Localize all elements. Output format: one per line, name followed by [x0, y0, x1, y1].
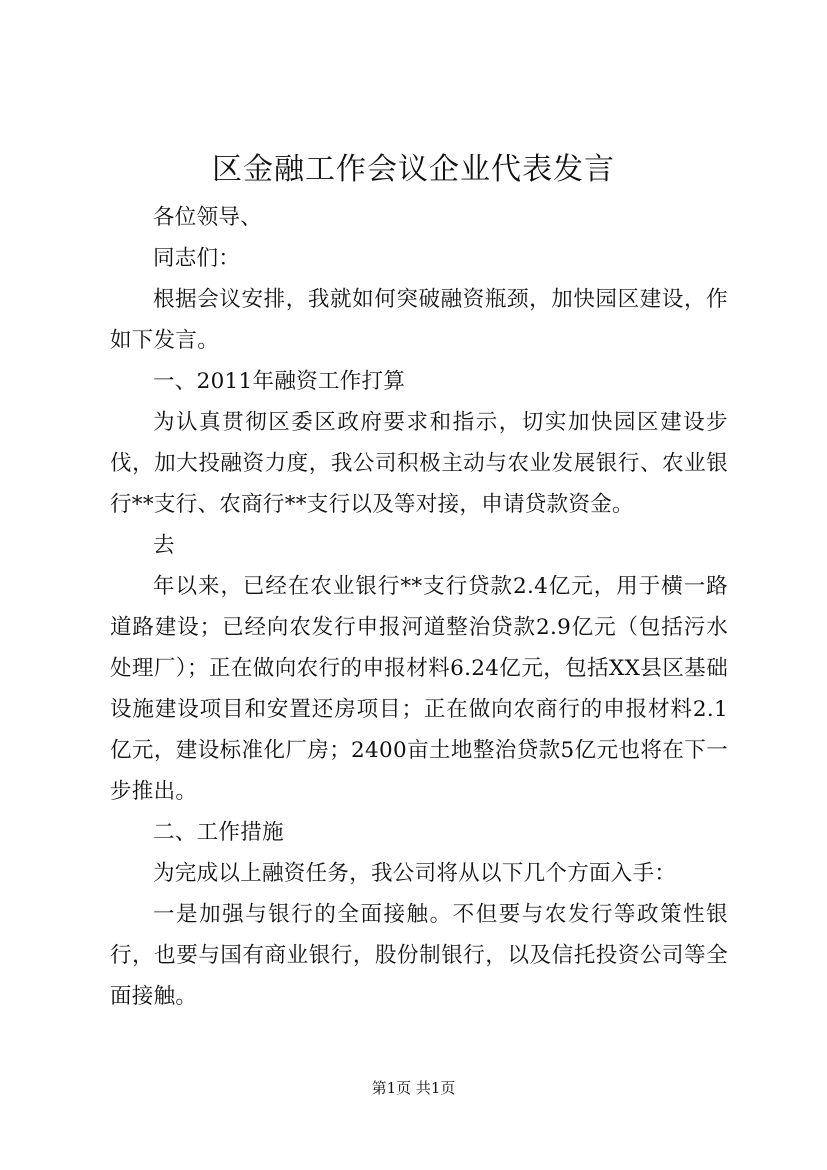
- page-footer: 第1页 共1页: [371, 1079, 456, 1097]
- salutation-comrades: 同志们：: [153, 246, 241, 271]
- measure-one-paragraph: 一是加强与银行的全面接触。不但要与农发行等政策性银行，也要与国有商业银行，股份制银行，以及信托投资公司等全面接触。: [110, 902, 728, 1009]
- plan-paragraph: 为认真贯彻区委区政府要求和指示，切实加快园区建设步伐，加大投融资力度，我公司积极主动与农业发展银行、农业银行**支行、农商行**支行以及等对接，申请贷款资金。: [110, 410, 728, 517]
- fragment-paragraph: 去: [153, 533, 175, 558]
- intro-paragraph: 根据会议安排，我就如何突破融资瓶颈，加快园区建设，作如下发言。: [110, 287, 728, 353]
- section-heading-plan: 一、2011年融资工作打算: [153, 369, 406, 394]
- document-title: 区金融工作会议企业代表发言: [212, 152, 615, 187]
- document-body: [110, 197, 728, 1017]
- section-heading-measures: 二、工作措施: [153, 820, 284, 845]
- measures-intro-paragraph: 为完成以上融资任务，我公司将从以下几个方面入手：: [153, 861, 677, 886]
- progress-paragraph: 年以来，已经在农业银行**支行贷款2.4亿元，用于横一路道路建设；已经向农发行申报河道整治贷款2.9亿元（包括污水处理厂）；正在做向农行的申报材料6.24亿元，包括XX县区基础设施建设项目和安置还房项目；正在做向农商行的申报材料2.1亿元，建设标准化厂房；2400亩土地整治贷款5亿元也将在下一步推出。: [110, 574, 728, 804]
- salutation-leaders: 各位领导、: [153, 205, 263, 230]
